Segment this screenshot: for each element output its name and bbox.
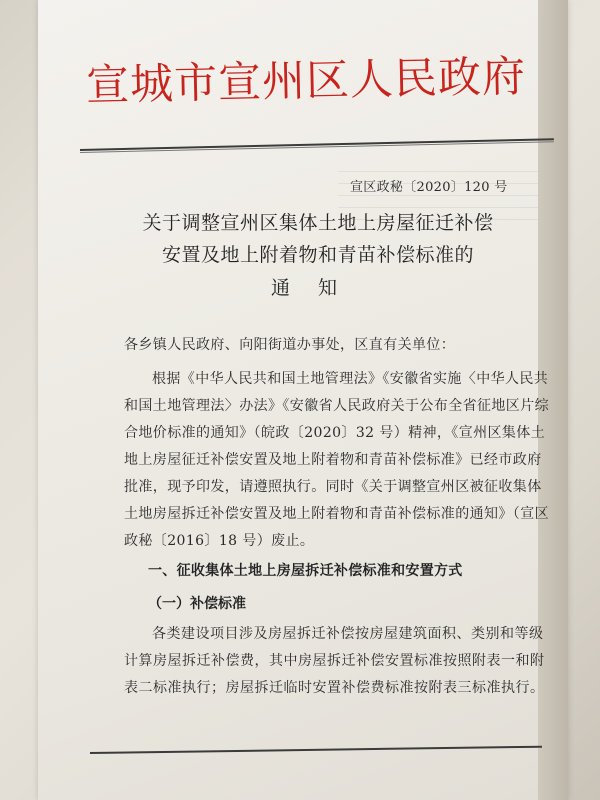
letterhead-title: 宣城市宣州区人民政府 bbox=[85, 51, 527, 111]
addressee-line: 各乡镇人民政府、向阳街道办事处，区直有关单位： bbox=[124, 337, 456, 353]
document-page bbox=[38, 0, 568, 800]
compensation-paragraph: 各类建设项目涉及房屋拆迁补偿按房屋建筑面积、类别和等级计算房屋拆迁补偿费，其中房屋拆迁补偿安置标准按照附表一和附表二标准执行；房屋拆迁临时安置补偿费标准按附表三标准执行。 bbox=[124, 626, 545, 696]
document-number: 宣区政秘〔2020〕120 号 bbox=[350, 180, 508, 195]
section-heading-1: 一、征收集体土地上房屋拆迁补偿标准和安置方式 bbox=[148, 563, 463, 579]
notice-title-line-2: 安置及地上附着物和青苗补偿标准的 bbox=[161, 244, 474, 266]
subsection-heading-1: （一）补偿标准 bbox=[148, 596, 246, 612]
body-paragraph: 根据《中华人民共和国土地管理法》《安徽省实施〈中华人民共和国土地管理法〉办法》《安徽省人民政府关于公布全省征地区片综合地价标准的通知》（皖政〔2020〕32 号）精神，《宣州区集体土地上房屋征迁补偿安置及地上附着物和青苗补偿标准》已经市政府批准，现予印发，请遵照执行。同时《关于调整宣州区被征收集体土地房屋拆迁补偿安置及地上附着物和青苗补偿标准的通知》（宣区政秘〔2016〕18 号）废止。 bbox=[124, 371, 549, 549]
footer-divider bbox=[90, 746, 542, 754]
notice-title-line-3: 通知 bbox=[270, 277, 365, 299]
notice-title-line-1: 关于调整宣州区集体土地上房屋征迁补偿 bbox=[142, 212, 494, 234]
letterhead-divider bbox=[80, 138, 554, 151]
